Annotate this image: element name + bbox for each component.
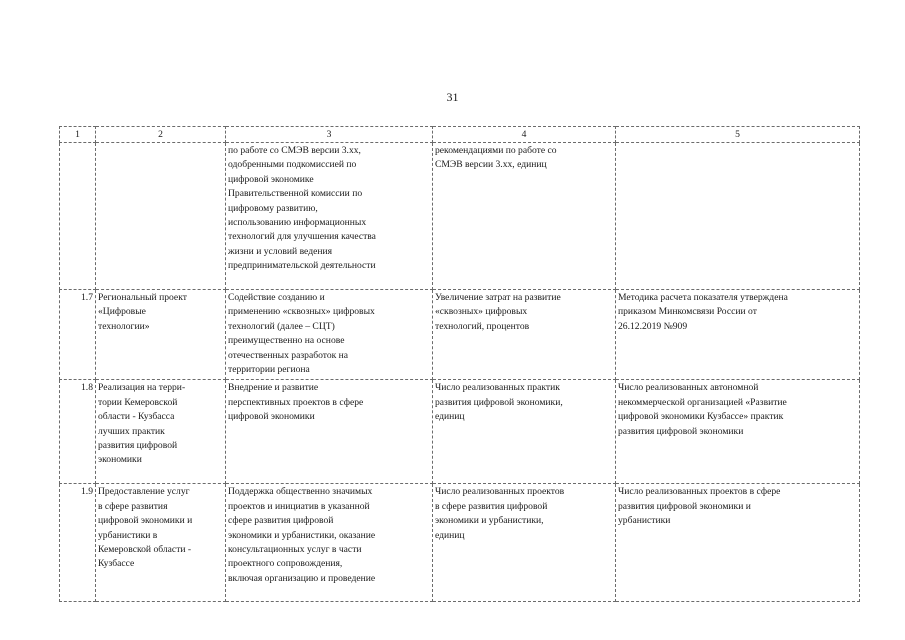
cell-text-line: цифровой экономики [228, 411, 315, 423]
cell-text-line: сфере развития цифровой [228, 515, 334, 527]
cell-text-line: единиц [435, 411, 465, 423]
cell-text-line: технологии» [98, 320, 150, 332]
cell-text-line: по работе со СМЭВ версии 3.хх, [228, 145, 361, 156]
cell-text-line: проектного сопровождения, [228, 558, 343, 570]
cell-text-line: консультационных услуг в части [228, 544, 362, 556]
cell-text-line: Методика расчета показателя утверждена [618, 292, 788, 303]
cell-text-line: технологий, процентов [435, 320, 530, 332]
project-name-cell [96, 380, 226, 484]
calculation-method-cell [616, 484, 860, 602]
calculation-method-cell [616, 290, 860, 380]
cell-text-line: преимущественно на основе [228, 335, 345, 347]
calculation-method-cell [616, 143, 860, 290]
cell-text-line: развития цифровой экономики и [618, 500, 751, 512]
cell-text-line: технологий для улучшения качества [228, 231, 376, 243]
table-header-row [60, 127, 860, 143]
cell-text-line: жизни и условий ведения [228, 245, 333, 257]
cell-text-line: технологий (далее – СЦТ) [228, 320, 335, 332]
cell-text-line: тории Кемеровской [98, 396, 178, 408]
cell-text-line: экономики и урбанистики, [435, 515, 544, 527]
cell-text-line: рекомендациями по работе со [435, 145, 557, 156]
cell-text-line: Число реализованных проектов [435, 486, 565, 498]
table-row [60, 143, 860, 290]
cell-text-line: цифровому развитию, [228, 202, 318, 214]
cell-text-line: некоммерческой организацией «Развитие [618, 396, 787, 408]
cell-text-line: Поддержка общественно значимых [228, 486, 373, 498]
indicator-cell [433, 143, 616, 290]
column-header: 5 [616, 127, 860, 143]
task-cell [226, 484, 433, 602]
row-number: 1.7 [60, 290, 96, 380]
cell-text-line: предпринимательской деятельности [228, 260, 376, 272]
cell-text-line: «Цифровые [98, 306, 146, 318]
project-name-cell [96, 484, 226, 602]
cell-text-line: лучших практик [98, 425, 165, 437]
page-number: 31 [446, 90, 459, 104]
cell-text-line: Кузбассе [98, 558, 135, 570]
cell-text-line: Реализация на терри- [98, 382, 186, 394]
cell-text-line: 26.12.2019 №909 [618, 320, 688, 332]
indicator-cell [433, 484, 616, 602]
row-number: 1.8 [60, 380, 96, 484]
cell-text-line: в сфере развития [98, 500, 168, 512]
cell-text-line: развития цифровой [98, 440, 178, 452]
calculation-method-cell [616, 380, 860, 484]
cell-text-line: «сквозных» цифровых [435, 306, 528, 318]
cell-text-line: единиц [435, 529, 465, 541]
project-name-cell [96, 143, 226, 290]
cell-text-line: цифровой экономики и [98, 515, 193, 527]
cell-text-line: СМЭВ версии 3.хх, единиц [435, 159, 547, 171]
cell-text-line: проектов и инициатив в указанной [228, 500, 370, 512]
task-cell [226, 290, 433, 380]
cell-text-line: территории региона [228, 364, 310, 376]
table-body [60, 143, 860, 602]
table-row [60, 380, 860, 484]
cell-text-line: применению «сквозных» цифровых [228, 306, 375, 318]
cell-text-line: экономики [98, 454, 142, 466]
row-number: 1.9 [60, 484, 96, 602]
cell-text-line: Правительственной комиссии по [228, 188, 363, 200]
cell-text-line: урбанистики [618, 515, 671, 527]
task-cell [226, 143, 433, 290]
cell-text-line: экономики и урбанистики, оказание [228, 529, 376, 541]
task-cell [226, 380, 433, 484]
cell-text-line: области - Кузбасса [98, 411, 175, 423]
cell-text-line: цифровой экономики Кузбассе» практик [618, 411, 784, 423]
cell-text-line: урбанистики в [98, 529, 158, 541]
cell-text-line: Содействие созданию и [228, 292, 325, 303]
cell-text-line: Региональный проект [98, 292, 187, 303]
cell-text-line: использованию информационных [228, 217, 367, 229]
row-number [60, 143, 96, 290]
table-row [60, 290, 860, 380]
cell-text-line: одобренными подкомиссией по [228, 159, 357, 171]
cell-text-line: Число реализованных проектов в сфере [618, 486, 781, 498]
cell-text-line: включая организацию и проведение [228, 572, 376, 584]
cell-text-line: в сфере развития цифровой [435, 500, 548, 512]
cell-text-line: Увеличение затрат на развитие [435, 292, 561, 303]
cell-text-line: цифровой экономике [228, 173, 314, 185]
cell-text-line: развития цифровой экономики, [435, 396, 563, 408]
cell-text-line: развития цифровой экономики [618, 425, 744, 437]
column-header: 2 [96, 127, 226, 143]
cell-text-line: Кемеровской области - [98, 544, 192, 556]
table-row [60, 484, 860, 602]
indicator-cell [433, 380, 616, 484]
cell-text-line: приказом Минкомсвязи России от [618, 306, 757, 318]
cell-text-line: Внедрение и развитие [228, 382, 319, 394]
cell-text-line: Число реализованных автономной [618, 382, 759, 394]
cell-text-line: перспективных проектов в сфере [228, 396, 364, 408]
cell-text-line: Предоставление услуг [98, 486, 190, 498]
cell-text-line: отечественных разработок на [228, 349, 349, 361]
column-header: 4 [433, 127, 616, 143]
project-name-cell [96, 290, 226, 380]
indicator-cell [433, 290, 616, 380]
column-header: 1 [60, 127, 96, 143]
column-header: 3 [226, 127, 433, 143]
indicator-table [59, 126, 860, 602]
cell-text-line: Число реализованных практик [435, 382, 560, 394]
